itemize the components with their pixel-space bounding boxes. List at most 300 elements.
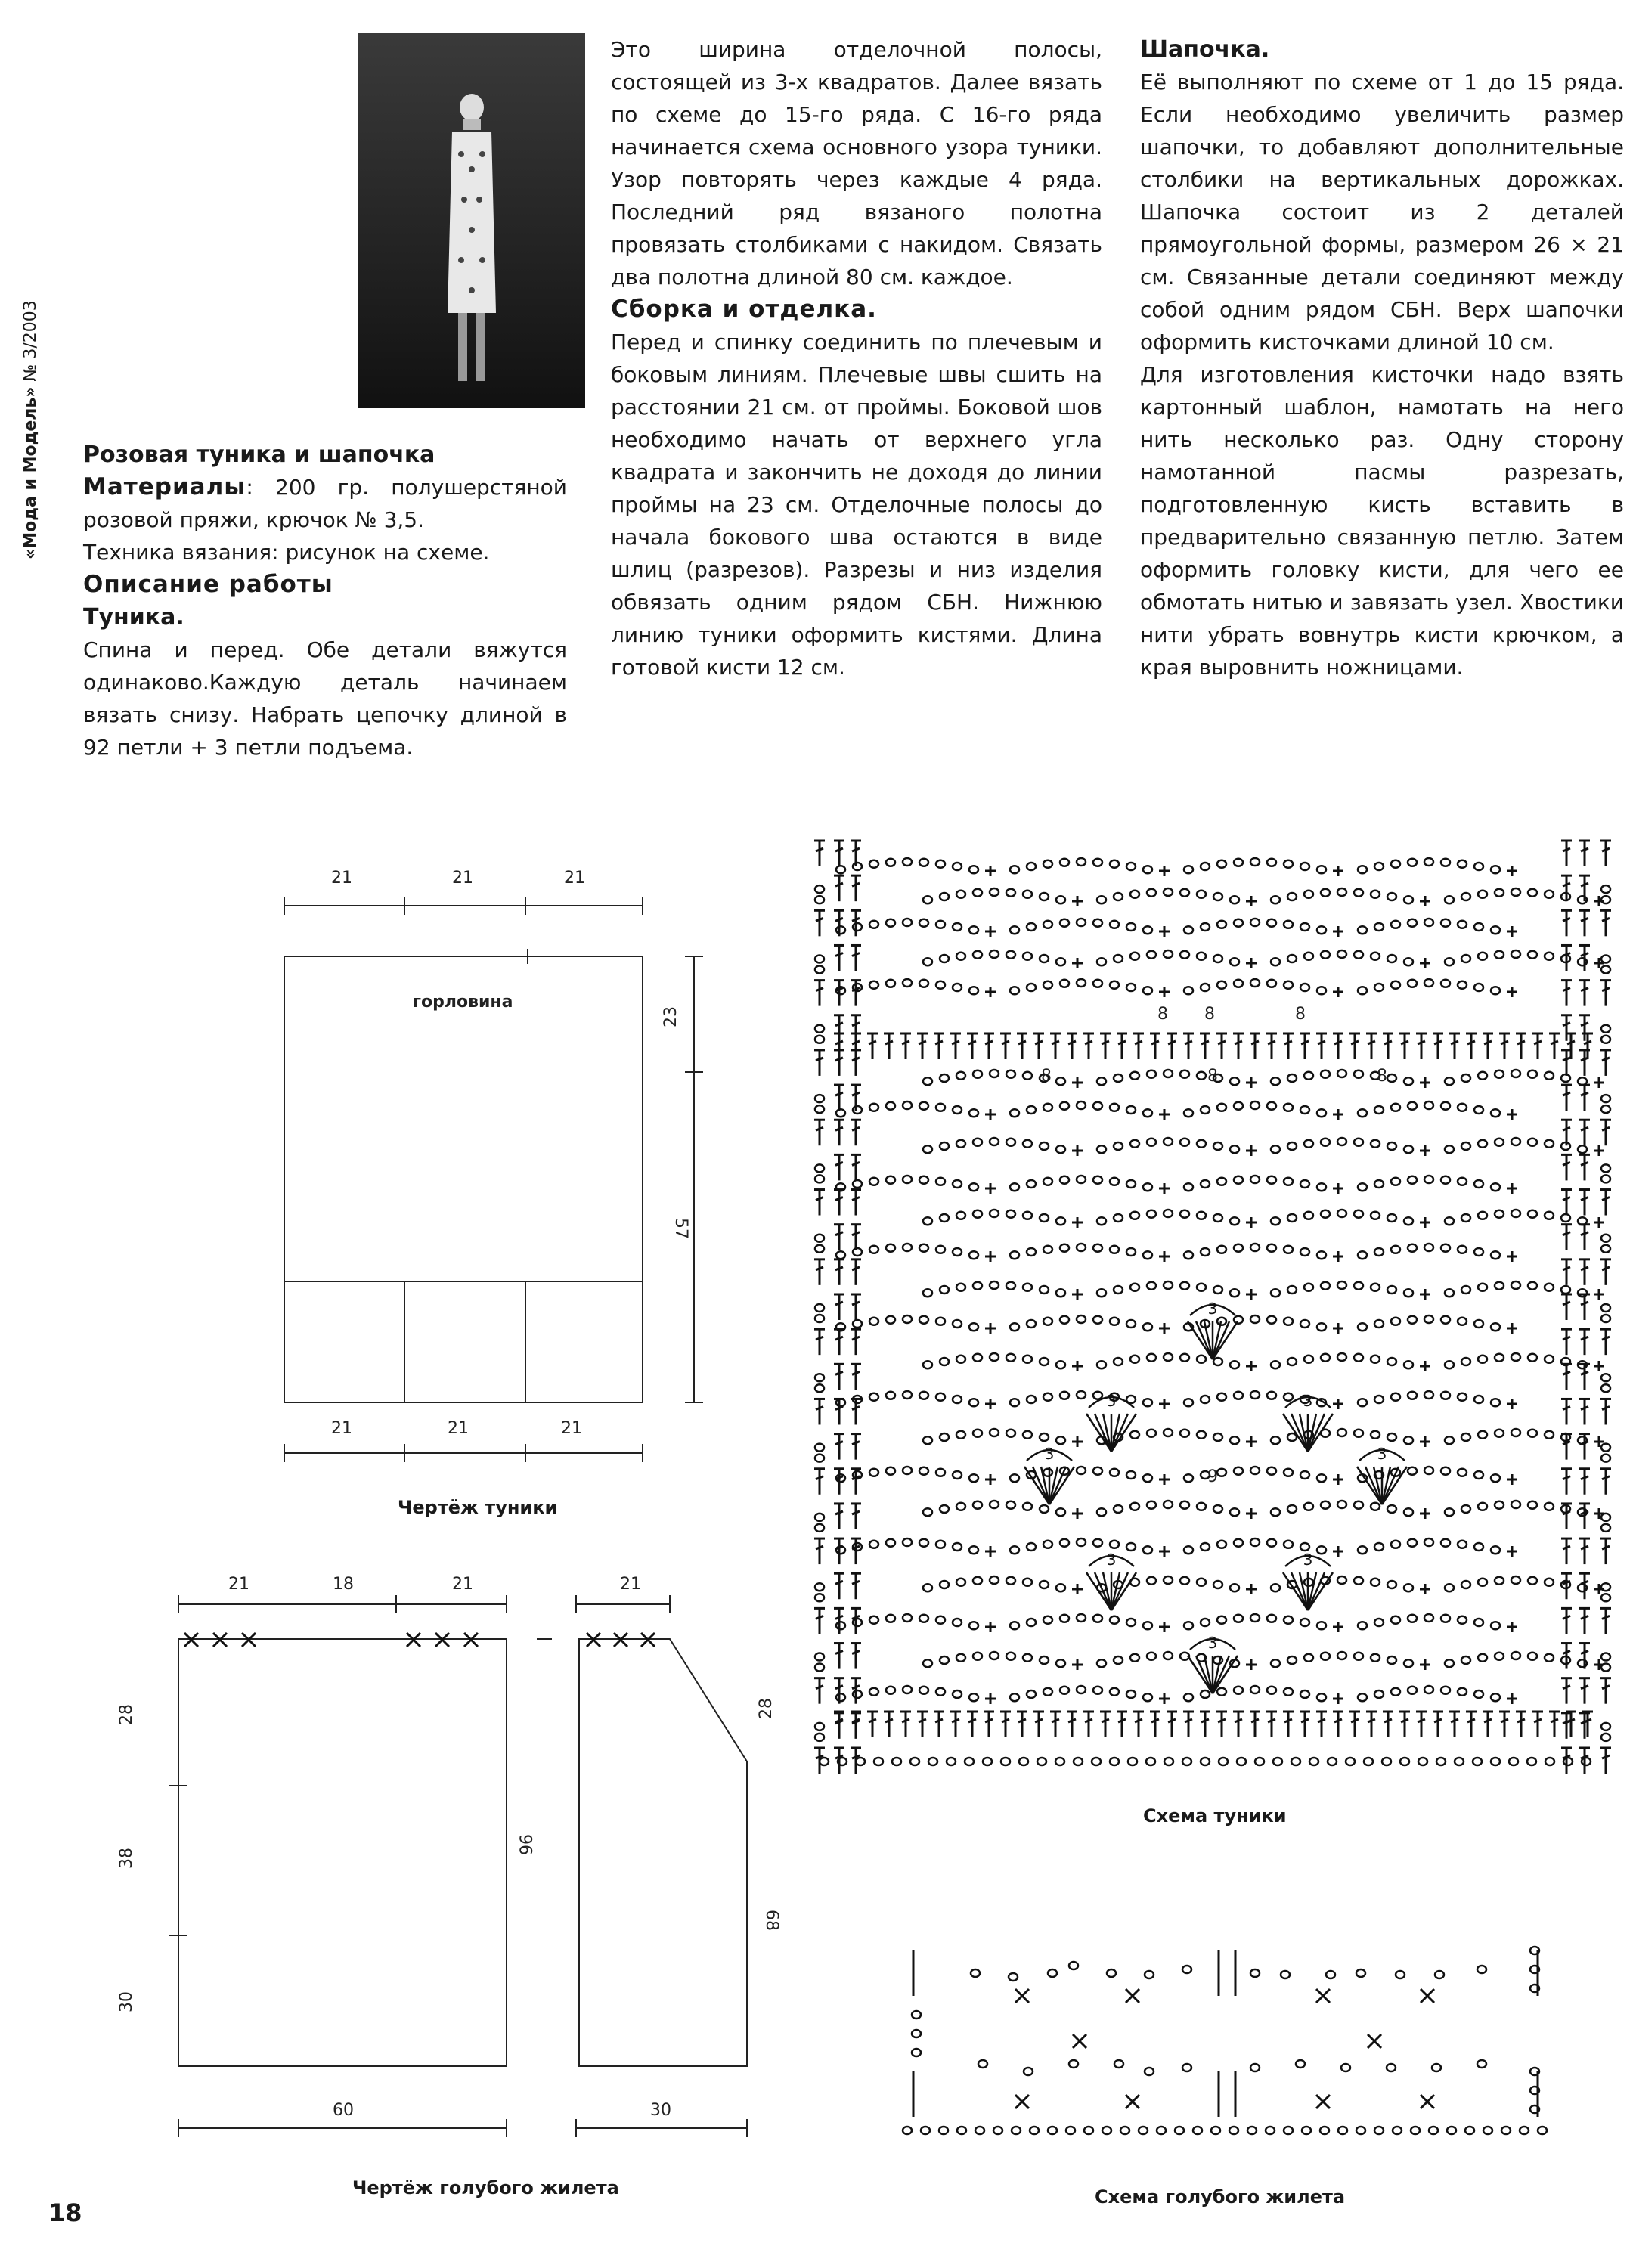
chain-symbol <box>1027 1180 1036 1188</box>
double-crochet-symbol <box>1483 1033 1493 1059</box>
double-crochet-symbol <box>814 981 825 1006</box>
single-crochet-symbol <box>1246 1584 1257 1594</box>
chain-symbol <box>919 1392 928 1399</box>
chain-symbol <box>936 1104 945 1111</box>
single-crochet-symbol <box>1594 1659 1604 1670</box>
chain-symbol <box>1023 1212 1032 1219</box>
chain-symbol <box>1010 1622 1019 1629</box>
chain-symbol <box>1077 979 1086 987</box>
chain-symbol <box>1056 1145 1065 1153</box>
chain-symbol <box>815 1374 824 1381</box>
double-crochet-symbol <box>834 1748 844 1774</box>
chain-symbol <box>1474 984 1483 991</box>
chain-symbol <box>1010 1109 1019 1117</box>
chain-symbol <box>1143 1323 1152 1331</box>
chain-symbol <box>953 984 962 991</box>
chain-symbol <box>1056 958 1065 965</box>
caption-vest-scheme: Схема голубого жилета <box>1095 2186 1346 2208</box>
chain-symbol <box>1093 1102 1102 1110</box>
chain-symbol <box>836 926 845 934</box>
chain-symbol <box>1056 1217 1065 1225</box>
double-crochet-symbol <box>1233 1712 1244 1737</box>
chain-symbol <box>923 1508 932 1516</box>
chain-symbol <box>1509 1758 1518 1765</box>
single-crochet-symbol <box>1594 1077 1604 1088</box>
double-crochet-symbol <box>1449 1033 1460 1059</box>
chain-symbol <box>1130 1654 1139 1662</box>
single-crochet-symbol <box>1072 896 1083 906</box>
chain-symbol <box>1143 1251 1152 1259</box>
chain-symbol <box>1180 889 1189 897</box>
chain-symbol <box>1458 1469 1467 1476</box>
chain-symbol <box>903 1101 912 1109</box>
tunic-bottom-dim-3: 21 <box>561 1419 582 1438</box>
chain-symbol <box>853 1248 862 1256</box>
double-crochet-symbol <box>1216 1033 1227 1059</box>
chain-symbol <box>1027 1106 1036 1114</box>
tunic-top-dim-1: 21 <box>331 869 352 888</box>
chain-symbol <box>1250 1686 1260 1693</box>
chain-symbol <box>953 1543 962 1551</box>
chain-symbol <box>1578 1289 1587 1297</box>
chain-symbol <box>923 1077 932 1085</box>
chain-symbol <box>886 1687 895 1694</box>
chain-symbol <box>1601 1524 1610 1532</box>
chain-symbol <box>1077 1101 1086 1109</box>
chain-symbol <box>1317 866 1326 873</box>
double-crochet-symbol <box>1033 1033 1044 1059</box>
chain-symbol <box>1478 1212 1487 1219</box>
chain-symbol <box>1371 953 1380 960</box>
chain-symbol <box>1097 1077 1106 1085</box>
chain-symbol <box>1304 1140 1313 1148</box>
chain-symbol <box>1097 1659 1106 1667</box>
chain-symbol <box>1424 858 1433 866</box>
chain-symbol <box>940 1142 949 1150</box>
chain-symbol <box>936 1393 945 1401</box>
chain-symbol <box>1077 1538 1086 1546</box>
chain-symbol <box>1147 1354 1156 1362</box>
double-crochet-symbol <box>1466 1033 1477 1059</box>
chain-symbol <box>815 1444 824 1452</box>
chain-symbol <box>815 1514 824 1521</box>
chain-symbol <box>1528 1501 1537 1509</box>
double-crochet-symbol <box>1050 1033 1061 1059</box>
single-crochet-symbol <box>1507 866 1517 876</box>
chain-symbol <box>869 1469 878 1476</box>
double-crochet-symbol <box>834 1434 844 1460</box>
chain-symbol <box>936 1318 945 1325</box>
single-crochet-symbol <box>1072 1361 1083 1371</box>
chain-symbol <box>919 1316 928 1324</box>
chain-symbol <box>853 1320 862 1328</box>
double-crochet-symbol <box>814 1469 825 1495</box>
chain-symbol <box>1404 1659 1413 1667</box>
chain-symbol <box>1354 1070 1363 1078</box>
chain-symbol <box>1374 923 1384 931</box>
chain-symbol <box>1114 1505 1123 1513</box>
chain-symbol <box>1418 1758 1427 1765</box>
chain-symbol <box>1358 1109 1367 1117</box>
chain-symbol <box>940 1581 949 1588</box>
chain-symbol <box>815 1304 824 1312</box>
chain-symbol <box>1358 987 1367 994</box>
chain-symbol <box>1391 981 1400 989</box>
chain-symbol <box>815 1164 824 1172</box>
double-crochet-symbol <box>1133 1712 1144 1737</box>
chain-symbol <box>1197 1503 1206 1510</box>
chain-symbol <box>1250 919 1260 926</box>
chain-symbol <box>886 859 895 866</box>
chain-symbol <box>1601 1734 1610 1741</box>
chain-symbol <box>1284 2127 1293 2134</box>
chain-symbol <box>1287 1142 1297 1150</box>
chain-symbol <box>1230 1508 1239 1516</box>
single-crochet-symbol <box>1333 926 1343 937</box>
chain-symbol <box>1317 1323 1326 1331</box>
single-crochet-symbol <box>1072 1659 1083 1670</box>
chain-symbol <box>956 891 965 898</box>
vest-top-dim-3: 21 <box>452 1575 473 1594</box>
chain-symbol <box>1458 921 1467 928</box>
chain-symbol <box>1445 1361 1454 1368</box>
chain-symbol <box>836 1251 845 1259</box>
chain-symbol <box>1213 1433 1222 1441</box>
chain-symbol <box>1371 1140 1380 1148</box>
chain-symbol <box>1495 951 1504 959</box>
chain-symbol <box>1601 1164 1610 1172</box>
chain-symbol <box>1197 953 1206 960</box>
chain-symbol <box>1391 1393 1400 1401</box>
count-label-7: 9 <box>1207 1467 1218 1486</box>
chain-symbol <box>1056 1659 1065 1667</box>
double-crochet-symbol <box>834 1154 844 1180</box>
chain-symbol <box>983 1758 992 1765</box>
chain-symbol <box>1180 1354 1189 1362</box>
chain-symbol <box>910 1758 919 1765</box>
chain-symbol <box>1213 955 1222 962</box>
chain-symbol <box>869 1104 878 1111</box>
single-crochet-symbol <box>1420 1436 1430 1447</box>
double-crochet-symbol <box>851 1225 861 1250</box>
fan-count-label: 3 <box>1106 1392 1117 1410</box>
article-title: Розовая туника и шапочка <box>83 442 435 468</box>
single-crochet-symbol <box>1420 1077 1430 1088</box>
double-crochet-symbol <box>1579 981 1590 1006</box>
chain-symbol <box>1545 1356 1554 1363</box>
double-crochet-symbol <box>867 1033 878 1059</box>
double-crochet-symbol <box>1283 1033 1294 1059</box>
single-crochet-symbol <box>1507 1323 1517 1334</box>
chain-symbol <box>1478 1654 1487 1662</box>
single-crochet-symbol <box>985 1109 996 1120</box>
chain-symbol <box>1164 1210 1173 1217</box>
chain-symbol <box>973 889 982 897</box>
chain-symbol <box>1474 1396 1483 1403</box>
double-crochet-symbol <box>1366 1033 1377 1059</box>
chain-symbol <box>953 1471 962 1479</box>
chain-symbol <box>1495 1282 1504 1290</box>
double-crochet-symbol <box>834 875 844 901</box>
chain-symbol <box>1445 958 1454 965</box>
chain-symbol <box>1358 1622 1367 1629</box>
double-crochet-symbol <box>1117 1033 1127 1059</box>
double-crochet-symbol <box>1561 1154 1572 1180</box>
chain-symbol <box>1374 1619 1384 1626</box>
chain-symbol <box>1495 1070 1504 1078</box>
chain-symbol <box>1267 1467 1276 1475</box>
chain-symbol <box>1273 1758 1282 1765</box>
double-crochet-symbol <box>851 1033 861 1059</box>
chain-symbol <box>1424 1176 1433 1183</box>
chain-symbol <box>1023 1503 1032 1510</box>
chain-symbol <box>969 1183 978 1191</box>
chain-symbol <box>1201 1619 1210 1626</box>
chain-symbol <box>1358 1399 1367 1406</box>
chain-symbol <box>1473 1758 1482 1765</box>
chain-symbol <box>1027 1396 1036 1403</box>
chain-symbol <box>1391 1178 1400 1185</box>
chain-symbol <box>1197 1284 1206 1291</box>
chain-symbol <box>1371 1579 1380 1586</box>
double-crochet-symbol <box>1579 1573 1590 1599</box>
single-crochet-symbol <box>1594 1289 1604 1300</box>
double-crochet-symbol <box>851 1504 861 1529</box>
chain-symbol <box>1023 1284 1032 1291</box>
chain-symbol <box>1441 1687 1450 1694</box>
chain-symbol <box>1056 1361 1065 1368</box>
chain-symbol <box>1317 1251 1326 1259</box>
chain-symbol <box>1491 1183 1500 1191</box>
chain-symbol <box>1374 1180 1384 1188</box>
chain-symbol <box>1147 1139 1156 1146</box>
chain-symbol <box>1201 1248 1210 1256</box>
chain-symbol <box>939 2127 948 2134</box>
chain-symbol <box>1130 1284 1139 1291</box>
chain-symbol <box>1391 1246 1400 1253</box>
chain-symbol <box>1040 1286 1049 1294</box>
double-crochet-symbol <box>1433 1033 1443 1059</box>
double-crochet-symbol <box>1561 981 1572 1006</box>
chain-symbol <box>1201 1396 1210 1403</box>
double-crochet-symbol <box>1067 1712 1077 1737</box>
chain-symbol <box>1601 1455 1610 1462</box>
double-crochet-symbol <box>851 1644 861 1669</box>
chain-symbol <box>1267 1102 1276 1110</box>
chain-symbol <box>815 1384 824 1392</box>
chain-symbol <box>1164 1576 1173 1584</box>
chain-symbol <box>1164 888 1173 896</box>
chain-symbol <box>1069 2060 1078 2068</box>
chain-symbol <box>990 1501 999 1508</box>
double-crochet-symbol <box>851 875 861 901</box>
vest-sc-cross <box>1126 2095 1139 2108</box>
single-crochet-symbol <box>1333 1183 1343 1194</box>
chain-symbol <box>1441 1539 1450 1547</box>
chain-symbol <box>1006 1577 1015 1585</box>
chain-symbol <box>1006 1430 1015 1437</box>
chain-symbol <box>1461 1358 1470 1365</box>
chain-symbol <box>1093 859 1102 866</box>
chain-symbol <box>1143 866 1152 873</box>
chain-symbol <box>1126 1619 1136 1626</box>
chain-symbol <box>1445 1584 1454 1591</box>
chain-symbol <box>973 1430 982 1437</box>
chain-symbol <box>990 950 999 958</box>
chain-symbol <box>1027 863 1036 870</box>
chain-symbol <box>1157 2127 1166 2134</box>
chain-symbol <box>1126 863 1136 870</box>
chain-symbol <box>1371 1654 1380 1662</box>
double-crochet-symbol <box>1600 910 1611 936</box>
double-crochet-symbol <box>1483 1712 1493 1737</box>
chain-symbol <box>923 958 932 965</box>
chain-symbol <box>1201 863 1210 870</box>
double-crochet-symbol <box>1600 1678 1611 1704</box>
chain-symbol <box>1267 859 1276 866</box>
tunic-drawing <box>284 897 703 1462</box>
chain-symbol <box>1441 980 1450 987</box>
chain-symbol <box>921 2127 930 2134</box>
chain-symbol <box>1267 1539 1276 1547</box>
vest-drawing <box>169 1595 747 2137</box>
chain-symbol <box>1043 921 1052 928</box>
chain-symbol <box>1321 1653 1330 1660</box>
chain-symbol <box>1491 987 1500 994</box>
chain-symbol <box>1354 1577 1363 1585</box>
chain-symbol <box>1250 1244 1260 1251</box>
chain-symbol <box>1006 951 1015 959</box>
chain-symbol <box>1066 2127 1075 2134</box>
chain-symbol <box>912 2030 921 2037</box>
chain-symbol <box>1396 1971 1405 1978</box>
chain-symbol <box>1491 1622 1500 1629</box>
chain-symbol <box>1387 1074 1396 1082</box>
chain-symbol <box>969 1693 978 1701</box>
chain-symbol <box>1545 891 1554 898</box>
chain-symbol <box>1284 981 1293 989</box>
chain-symbol <box>1230 958 1239 965</box>
chain-symbol <box>836 1622 845 1629</box>
chain-symbol <box>1043 1178 1052 1185</box>
scheme-left-mark: 28 <box>757 1698 776 1719</box>
double-crochet-symbol <box>851 1259 861 1285</box>
chain-symbol <box>953 1248 962 1256</box>
chain-symbol <box>1145 1971 1154 1978</box>
chain-symbol <box>973 1354 982 1362</box>
chain-symbol <box>1077 858 1086 866</box>
chain-symbol <box>1300 1106 1309 1114</box>
chain-symbol <box>1060 1244 1069 1252</box>
tassel-text: Для изготовления кисточки надо взять картонный шаблон, намотать на него нить несколько раз. Одну сторону намотанной пасмы разрезать, подготовленную кисть вставить в предварительно связанную петлю. Затем оформить головку кисти, для чего ее обмотать нитью и завязать узел. Хвостики нити убрать вовнутрь кисти крючком, а края выровнить ножницами. <box>1140 362 1624 680</box>
chain-symbol <box>1023 1140 1032 1148</box>
single-crochet-symbol <box>985 1693 996 1704</box>
chain-symbol <box>990 1138 999 1145</box>
technique-text: Техника вязания: рисунок на схеме. <box>83 540 490 565</box>
chain-symbol <box>1180 951 1189 959</box>
chain-symbol <box>936 1469 945 1476</box>
chain-symbol <box>1250 858 1260 866</box>
chain-symbol <box>1391 921 1400 928</box>
chain-symbol <box>1234 1615 1243 1622</box>
chain-symbol <box>1317 1183 1326 1191</box>
chain-symbol <box>903 1686 912 1693</box>
chain-symbol <box>1060 1687 1069 1694</box>
chain-symbol <box>1474 1690 1483 1698</box>
chain-symbol <box>1511 1501 1520 1508</box>
double-crochet-symbol <box>1283 1712 1294 1737</box>
chain-symbol <box>1391 1318 1400 1325</box>
fan-symbol <box>1188 1300 1238 1359</box>
double-crochet-symbol <box>1600 841 1611 866</box>
chain-symbol <box>1371 891 1380 898</box>
double-crochet-symbol <box>1600 1120 1611 1145</box>
chain-symbol <box>969 866 978 873</box>
chain-symbol <box>1374 2127 1384 2134</box>
double-crochet-symbol <box>1000 1033 1011 1059</box>
chain-symbol <box>1445 1289 1454 1297</box>
chain-symbol <box>1043 981 1052 989</box>
chain-symbol <box>1441 1102 1450 1110</box>
chain-symbol <box>919 1687 928 1694</box>
chain-symbol <box>973 1653 982 1660</box>
chain-symbol <box>1491 1546 1500 1554</box>
chain-symbol <box>886 919 895 927</box>
single-crochet-symbol <box>1594 1508 1604 1519</box>
chain-symbol <box>919 980 928 987</box>
double-crochet-symbol <box>1579 1154 1590 1180</box>
chain-symbol <box>1337 1652 1346 1659</box>
chain-symbol <box>1561 1214 1570 1222</box>
single-crochet-symbol <box>1246 1289 1257 1300</box>
double-crochet-symbol <box>1117 1712 1127 1737</box>
chain-symbol <box>1601 1036 1610 1043</box>
chain-symbol <box>919 1176 928 1184</box>
chain-symbol <box>1110 1104 1119 1111</box>
chain-symbol <box>1287 1656 1297 1664</box>
chain-symbol <box>1143 1399 1152 1406</box>
materials-label: Материалы <box>83 473 246 500</box>
chain-symbol <box>971 1969 980 1977</box>
chain-symbol <box>1271 1659 1280 1667</box>
count-label-1: 8 <box>1157 1005 1168 1024</box>
chain-symbol <box>869 981 878 989</box>
chain-symbol <box>1317 1622 1326 1629</box>
chain-symbol <box>1110 1688 1119 1696</box>
chain-symbol <box>903 1176 912 1183</box>
chain-symbol <box>1077 1614 1086 1622</box>
chain-symbol <box>815 1315 824 1322</box>
chain-symbol <box>956 1284 965 1291</box>
chain-symbol <box>1528 1653 1537 1660</box>
double-crochet-symbol <box>1561 1538 1572 1564</box>
chain-symbol <box>815 1245 824 1253</box>
chain-symbol <box>1267 1176 1276 1184</box>
chain-symbol <box>1528 1282 1537 1290</box>
chain-symbol <box>1147 1653 1156 1660</box>
double-crochet-symbol <box>1600 1469 1611 1495</box>
double-crochet-symbol <box>1561 841 1572 866</box>
chain-symbol <box>1120 2127 1129 2134</box>
single-crochet-symbol <box>1333 1323 1343 1334</box>
vest-sc-cross <box>1073 2034 1086 2048</box>
single-crochet-symbol <box>1333 1251 1343 1262</box>
chain-symbol <box>1601 1105 1610 1113</box>
chain-symbol <box>1040 1505 1049 1513</box>
chain-symbol <box>969 1251 978 1259</box>
chain-symbol <box>1391 860 1400 868</box>
double-crochet-symbol <box>900 1033 911 1059</box>
